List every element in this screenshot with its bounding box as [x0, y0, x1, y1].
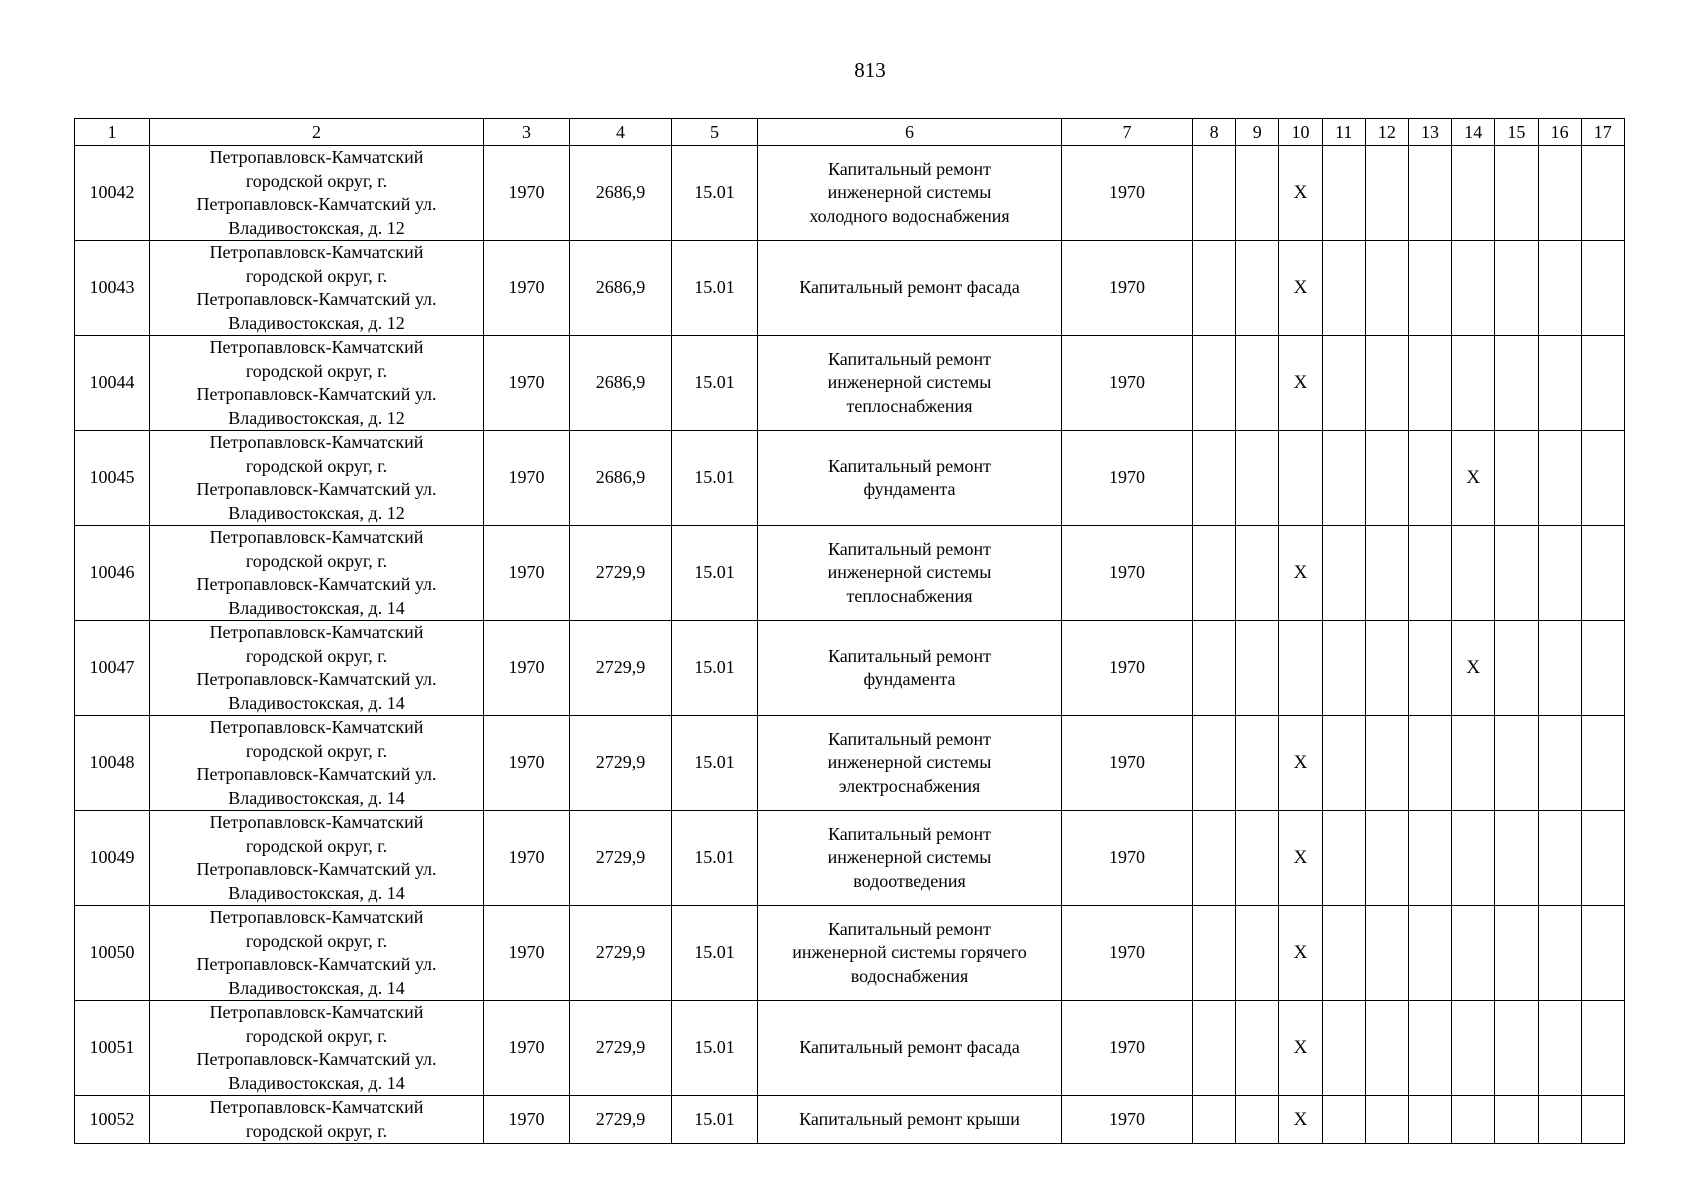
period-mark-cell: X [1279, 716, 1322, 811]
period-mark-cell [1322, 146, 1365, 241]
period-mark-cell: X [1279, 336, 1322, 431]
period-mark-cell: X [1279, 146, 1322, 241]
planned-year-cell: 1970 [1062, 1096, 1193, 1144]
period-mark-cell [1538, 906, 1581, 1001]
period-mark-cell [1538, 526, 1581, 621]
planned-year-cell: 1970 [1062, 241, 1193, 336]
period-mark-cell: X [1452, 621, 1495, 716]
area-cell: 2686,9 [570, 431, 672, 526]
period-mark-cell [1452, 241, 1495, 336]
year-cell: 1970 [484, 1001, 570, 1096]
work-type-cell: Капитальный ремонт инженерной системы теплоснабжения [758, 336, 1062, 431]
period-mark-cell: X [1279, 1096, 1322, 1144]
period-mark-cell [1279, 431, 1322, 526]
period-mark-cell [1236, 1001, 1279, 1096]
period-mark-cell [1236, 146, 1279, 241]
period-mark-cell [1236, 431, 1279, 526]
period-mark-cell [1365, 811, 1408, 906]
period-mark-cell [1581, 621, 1624, 716]
period-mark-cell [1581, 336, 1624, 431]
code-cell: 15.01 [672, 906, 758, 1001]
planned-year-cell: 1970 [1062, 621, 1193, 716]
period-mark-cell [1193, 716, 1236, 811]
period-mark-cell [1365, 1001, 1408, 1096]
period-mark-cell [1495, 906, 1538, 1001]
period-mark-cell [1408, 146, 1451, 241]
period-mark-cell [1236, 336, 1279, 431]
table-row [75, 241, 1625, 336]
work-type-cell: Капитальный ремонт инженерной системы холодного водоснабжения [758, 146, 1062, 241]
address-cell: Петропавловск-Камчатский городской округ, г. Петропавловск-Камчатский ул. Владивостокская, д. 12 [150, 241, 484, 336]
column-number: 15 [1495, 119, 1538, 146]
period-mark-cell [1193, 146, 1236, 241]
column-number: 2 [150, 119, 484, 146]
period-mark-cell [1408, 241, 1451, 336]
period-mark-cell [1365, 241, 1408, 336]
period-mark-cell [1495, 621, 1538, 716]
planned-year-cell: 1970 [1062, 1001, 1193, 1096]
column-number: 11 [1322, 119, 1365, 146]
year-cell: 1970 [484, 526, 570, 621]
code-cell: 15.01 [672, 431, 758, 526]
year-cell: 1970 [484, 621, 570, 716]
row-id-cell: 10049 [75, 811, 150, 906]
area-cell: 2729,9 [570, 1001, 672, 1096]
column-number: 4 [570, 119, 672, 146]
capital-repair-table [74, 118, 1625, 1144]
period-mark-cell [1538, 336, 1581, 431]
address-cell: Петропавловск-Камчатский городской округ, г. Петропавловск-Камчатский ул. Владивостокская, д. 12 [150, 336, 484, 431]
work-type-cell: Капитальный ремонт фундамента [758, 621, 1062, 716]
planned-year-cell: 1970 [1062, 431, 1193, 526]
period-mark-cell [1193, 431, 1236, 526]
period-mark-cell [1193, 1096, 1236, 1144]
period-mark-cell: X [1279, 526, 1322, 621]
year-cell: 1970 [484, 716, 570, 811]
period-mark-cell [1581, 716, 1624, 811]
period-mark-cell [1365, 431, 1408, 526]
address-cell: Петропавловск-Камчатский городской округ, г. Петропавловск-Камчатский ул. Владивостокская, д. 12 [150, 146, 484, 241]
period-mark-cell [1408, 1001, 1451, 1096]
year-cell: 1970 [484, 241, 570, 336]
period-mark-cell: X [1452, 431, 1495, 526]
period-mark-cell [1279, 621, 1322, 716]
period-mark-cell [1193, 906, 1236, 1001]
period-mark-cell [1408, 621, 1451, 716]
period-mark-cell [1495, 526, 1538, 621]
area-cell: 2686,9 [570, 241, 672, 336]
column-number: 17 [1581, 119, 1624, 146]
period-mark-cell [1322, 811, 1365, 906]
period-mark-cell [1322, 241, 1365, 336]
period-mark-cell [1408, 716, 1451, 811]
period-mark-cell [1365, 526, 1408, 621]
period-mark-cell [1538, 811, 1581, 906]
period-mark-cell [1322, 906, 1365, 1001]
period-mark-cell [1538, 716, 1581, 811]
period-mark-cell [1452, 526, 1495, 621]
year-cell: 1970 [484, 336, 570, 431]
address-cell: Петропавловск-Камчатский городской округ, г. Петропавловск-Камчатский ул. Владивостокская, д. 14 [150, 716, 484, 811]
period-mark-cell [1452, 1096, 1495, 1144]
year-cell: 1970 [484, 431, 570, 526]
planned-year-cell: 1970 [1062, 336, 1193, 431]
period-mark-cell [1538, 1096, 1581, 1144]
period-mark-cell [1322, 1096, 1365, 1144]
table-row [75, 431, 1625, 526]
period-mark-cell [1495, 1001, 1538, 1096]
period-mark-cell [1538, 146, 1581, 241]
period-mark-cell [1322, 526, 1365, 621]
planned-year-cell: 1970 [1062, 146, 1193, 241]
address-cell: Петропавловск-Камчатский городской округ, г. [150, 1096, 484, 1144]
period-mark-cell [1581, 1096, 1624, 1144]
period-mark-cell [1538, 1001, 1581, 1096]
period-mark-cell [1193, 811, 1236, 906]
table-row [75, 336, 1625, 431]
period-mark-cell [1193, 336, 1236, 431]
column-number-row [75, 119, 1625, 146]
address-cell: Петропавловск-Камчатский городской округ, г. Петропавловск-Камчатский ул. Владивостокская, д. 14 [150, 1001, 484, 1096]
work-type-cell: Капитальный ремонт инженерной системы водоотведения [758, 811, 1062, 906]
period-mark-cell [1365, 336, 1408, 431]
column-number: 10 [1279, 119, 1322, 146]
period-mark-cell [1322, 431, 1365, 526]
period-mark-cell [1236, 1096, 1279, 1144]
code-cell: 15.01 [672, 621, 758, 716]
period-mark-cell [1322, 1001, 1365, 1096]
period-mark-cell [1538, 241, 1581, 336]
period-mark-cell [1495, 241, 1538, 336]
column-number: 12 [1365, 119, 1408, 146]
code-cell: 15.01 [672, 241, 758, 336]
period-mark-cell [1408, 336, 1451, 431]
period-mark-cell [1236, 526, 1279, 621]
column-number: 7 [1062, 119, 1193, 146]
table-row [75, 1001, 1625, 1096]
period-mark-cell [1322, 716, 1365, 811]
period-mark-cell [1452, 716, 1495, 811]
address-cell: Петропавловск-Камчатский городской округ, г. Петропавловск-Камчатский ул. Владивостокская, д. 14 [150, 906, 484, 1001]
period-mark-cell [1365, 146, 1408, 241]
period-mark-cell [1193, 526, 1236, 621]
table-row [75, 146, 1625, 241]
period-mark-cell [1538, 431, 1581, 526]
period-mark-cell: X [1279, 906, 1322, 1001]
period-mark-cell [1365, 1096, 1408, 1144]
code-cell: 15.01 [672, 716, 758, 811]
area-cell: 2729,9 [570, 906, 672, 1001]
table-row [75, 526, 1625, 621]
code-cell: 15.01 [672, 336, 758, 431]
period-mark-cell [1452, 336, 1495, 431]
column-number: 13 [1408, 119, 1451, 146]
period-mark-cell [1495, 811, 1538, 906]
code-cell: 15.01 [672, 1001, 758, 1096]
year-cell: 1970 [484, 811, 570, 906]
period-mark-cell [1581, 1001, 1624, 1096]
work-type-cell: Капитальный ремонт крыши [758, 1096, 1062, 1144]
period-mark-cell [1236, 716, 1279, 811]
code-cell: 15.01 [672, 146, 758, 241]
work-type-cell: Капитальный ремонт инженерной системы электроснабжения [758, 716, 1062, 811]
table-row [75, 1096, 1625, 1144]
code-cell: 15.01 [672, 811, 758, 906]
year-cell: 1970 [484, 1096, 570, 1144]
period-mark-cell [1452, 906, 1495, 1001]
year-cell: 1970 [484, 146, 570, 241]
planned-year-cell: 1970 [1062, 716, 1193, 811]
row-id-cell: 10052 [75, 1096, 150, 1144]
period-mark-cell [1495, 1096, 1538, 1144]
area-cell: 2729,9 [570, 811, 672, 906]
work-type-cell: Капитальный ремонт фасада [758, 1001, 1062, 1096]
address-cell: Петропавловск-Камчатский городской округ, г. Петропавловск-Камчатский ул. Владивостокская, д. 14 [150, 526, 484, 621]
period-mark-cell [1408, 906, 1451, 1001]
period-mark-cell [1495, 431, 1538, 526]
row-id-cell: 10045 [75, 431, 150, 526]
period-mark-cell [1408, 431, 1451, 526]
period-mark-cell [1538, 621, 1581, 716]
period-mark-cell [1236, 811, 1279, 906]
planned-year-cell: 1970 [1062, 811, 1193, 906]
period-mark-cell [1495, 336, 1538, 431]
row-id-cell: 10048 [75, 716, 150, 811]
table-row [75, 621, 1625, 716]
column-number: 14 [1452, 119, 1495, 146]
period-mark-cell: X [1279, 241, 1322, 336]
period-mark-cell [1193, 621, 1236, 716]
period-mark-cell [1581, 431, 1624, 526]
work-type-cell: Капитальный ремонт фасада [758, 241, 1062, 336]
year-cell: 1970 [484, 906, 570, 1001]
period-mark-cell [1408, 1096, 1451, 1144]
work-type-cell: Капитальный ремонт фундамента [758, 431, 1062, 526]
column-number: 3 [484, 119, 570, 146]
area-cell: 2686,9 [570, 336, 672, 431]
period-mark-cell [1322, 621, 1365, 716]
row-id-cell: 10044 [75, 336, 150, 431]
row-id-cell: 10050 [75, 906, 150, 1001]
column-number: 16 [1538, 119, 1581, 146]
period-mark-cell [1452, 1001, 1495, 1096]
row-id-cell: 10051 [75, 1001, 150, 1096]
period-mark-cell [1581, 811, 1624, 906]
period-mark-cell [1581, 241, 1624, 336]
column-number: 5 [672, 119, 758, 146]
address-cell: Петропавловск-Камчатский городской округ, г. Петропавловск-Камчатский ул. Владивостокская, д. 14 [150, 811, 484, 906]
column-number: 6 [758, 119, 1062, 146]
area-cell: 2729,9 [570, 716, 672, 811]
period-mark-cell [1452, 146, 1495, 241]
period-mark-cell [1193, 1001, 1236, 1096]
table-row [75, 811, 1625, 906]
table-row [75, 906, 1625, 1001]
period-mark-cell [1365, 621, 1408, 716]
code-cell: 15.01 [672, 1096, 758, 1144]
column-number: 9 [1236, 119, 1279, 146]
row-id-cell: 10046 [75, 526, 150, 621]
page-number: 813 [854, 58, 886, 82]
code-cell: 15.01 [672, 526, 758, 621]
column-number: 8 [1193, 119, 1236, 146]
work-type-cell: Капитальный ремонт инженерной системы теплоснабжения [758, 526, 1062, 621]
planned-year-cell: 1970 [1062, 526, 1193, 621]
row-id-cell: 10042 [75, 146, 150, 241]
address-cell: Петропавловск-Камчатский городской округ, г. Петропавловск-Камчатский ул. Владивостокская, д. 14 [150, 621, 484, 716]
planned-year-cell: 1970 [1062, 906, 1193, 1001]
period-mark-cell [1322, 336, 1365, 431]
period-mark-cell [1581, 526, 1624, 621]
area-cell: 2686,9 [570, 146, 672, 241]
area-cell: 2729,9 [570, 526, 672, 621]
period-mark-cell [1495, 146, 1538, 241]
area-cell: 2729,9 [570, 621, 672, 716]
area-cell: 2729,9 [570, 1096, 672, 1144]
period-mark-cell [1193, 241, 1236, 336]
work-type-cell: Капитальный ремонт инженерной системы горячего водоснабжения [758, 906, 1062, 1001]
table-row [75, 716, 1625, 811]
period-mark-cell [1365, 716, 1408, 811]
period-mark-cell: X [1279, 811, 1322, 906]
period-mark-cell [1365, 906, 1408, 1001]
row-id-cell: 10047 [75, 621, 150, 716]
table-body [75, 119, 1625, 1144]
period-mark-cell [1236, 241, 1279, 336]
period-mark-cell [1581, 906, 1624, 1001]
address-cell: Петропавловск-Камчатский городской округ, г. Петропавловск-Камчатский ул. Владивостокская, д. 12 [150, 431, 484, 526]
period-mark-cell [1408, 526, 1451, 621]
column-number: 1 [75, 119, 150, 146]
period-mark-cell [1236, 906, 1279, 1001]
period-mark-cell [1581, 146, 1624, 241]
period-mark-cell: X [1279, 1001, 1322, 1096]
period-mark-cell [1452, 811, 1495, 906]
period-mark-cell [1495, 716, 1538, 811]
period-mark-cell [1236, 621, 1279, 716]
period-mark-cell [1408, 811, 1451, 906]
row-id-cell: 10043 [75, 241, 150, 336]
